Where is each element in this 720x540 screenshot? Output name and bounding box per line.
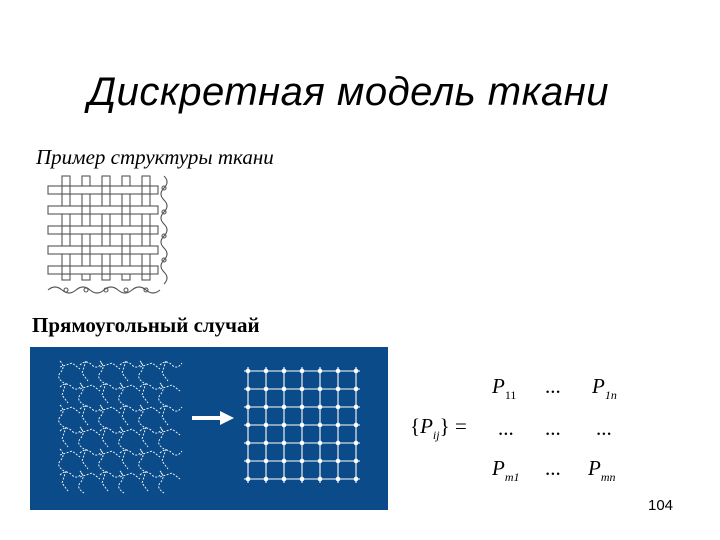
fabric-stroke xyxy=(139,361,160,383)
subtitle-rectangular-case: Прямоугольный случай xyxy=(32,313,260,337)
grid-node xyxy=(354,387,358,391)
grid-node xyxy=(354,459,358,463)
grid-node xyxy=(264,477,268,481)
discrete-grid xyxy=(244,367,360,483)
fabric-stroke xyxy=(79,471,100,493)
fabric-stroke xyxy=(79,383,100,405)
grid-node xyxy=(300,387,304,391)
fabric-stroke xyxy=(59,405,80,427)
fabric-stroke xyxy=(99,405,120,427)
fabric-stroke xyxy=(159,383,180,405)
discretization-panel xyxy=(30,347,388,510)
grid-node xyxy=(336,387,340,391)
grid-node xyxy=(300,477,304,481)
grid-node xyxy=(282,387,286,391)
grid-node xyxy=(246,423,250,427)
grid-node xyxy=(336,405,340,409)
fabric-stroke xyxy=(160,405,182,425)
grid-node xyxy=(300,423,304,427)
grid-node xyxy=(300,441,304,445)
fabric-stroke xyxy=(79,427,100,449)
grid-node xyxy=(246,405,250,409)
matrix-cell: ... xyxy=(596,416,612,440)
fabric-texture xyxy=(59,361,182,493)
grid-node xyxy=(300,459,304,463)
fabric-stroke xyxy=(139,449,160,471)
grid-node xyxy=(318,423,322,427)
fabric-stroke xyxy=(119,471,140,493)
grid-node xyxy=(282,477,286,481)
matrix-cell: $P_{11}$ xyxy=(492,374,517,402)
fabric-stroke xyxy=(160,449,182,469)
grid-node xyxy=(336,423,340,427)
grid-node xyxy=(246,477,250,481)
grid-node xyxy=(246,441,250,445)
matrix-cell: $P_{1n}$ xyxy=(592,374,617,402)
matrix-cell: ... xyxy=(545,456,561,480)
grid-node xyxy=(300,369,304,373)
grid-node xyxy=(354,423,358,427)
page-number: 104 xyxy=(648,497,674,514)
grid-node xyxy=(354,477,358,481)
grid-node xyxy=(318,405,322,409)
grid-node xyxy=(318,477,322,481)
grid-node xyxy=(300,405,304,409)
grid-node xyxy=(246,369,250,373)
grid-node xyxy=(264,387,268,391)
fabric-stroke xyxy=(139,405,160,427)
fabric-stroke xyxy=(99,449,120,471)
grid-node xyxy=(354,369,358,373)
fabric-stroke xyxy=(160,361,182,381)
grid-node xyxy=(336,477,340,481)
fabric-stroke xyxy=(59,361,80,383)
arrow-right-icon xyxy=(192,411,234,425)
weave-illustration xyxy=(44,172,178,306)
fabric-stroke xyxy=(119,383,140,405)
fabric-stroke xyxy=(99,361,120,383)
matrix-cell: ... xyxy=(498,416,514,440)
grid-node xyxy=(354,441,358,445)
matrix-cell: $P_{m1}$ xyxy=(492,456,520,484)
fabric-stroke xyxy=(119,427,140,449)
fabric-stroke xyxy=(159,471,180,493)
fabric-stroke xyxy=(159,427,180,449)
matrix-cell: $P_{mn}$ xyxy=(588,456,616,484)
grid-node xyxy=(282,423,286,427)
matrix-cell: ... xyxy=(545,416,561,440)
grid-node xyxy=(318,459,322,463)
matrix-formula xyxy=(410,372,640,484)
grid-node xyxy=(282,405,286,409)
grid-node xyxy=(282,369,286,373)
grid-node xyxy=(318,441,322,445)
slide-title: Дискретная модель ткани xyxy=(88,70,610,114)
grid-node xyxy=(264,441,268,445)
grid-node xyxy=(264,405,268,409)
grid-node xyxy=(318,387,322,391)
matrix-lhs: $\{P_{ij}\}$ = xyxy=(410,414,467,442)
grid-node xyxy=(264,423,268,427)
grid-node xyxy=(246,459,250,463)
grid-node xyxy=(264,369,268,373)
grid-node xyxy=(282,441,286,445)
grid-node xyxy=(282,459,286,463)
grid-node xyxy=(336,369,340,373)
subtitle-example-structure: Пример структуры ткани xyxy=(36,145,274,169)
panel-graphics xyxy=(30,347,388,510)
grid-node xyxy=(318,369,322,373)
grid-node xyxy=(336,441,340,445)
grid-node xyxy=(264,459,268,463)
fabric-stroke xyxy=(59,449,80,471)
grid-node xyxy=(354,405,358,409)
grid-node xyxy=(246,387,250,391)
grid-node xyxy=(336,459,340,463)
matrix-cell: ... xyxy=(545,374,561,398)
